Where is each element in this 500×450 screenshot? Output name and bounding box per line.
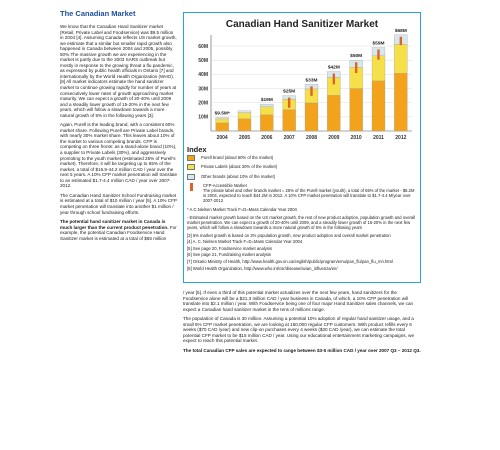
index-item-cfp bbox=[187, 183, 417, 203]
value-label: $19M bbox=[260, 98, 273, 104]
value-label: $50M bbox=[350, 54, 363, 60]
reference-item: [6] See page 21, Fundraising market analysis bbox=[187, 252, 272, 258]
reference-item: [5] See page 20, Foodservice market analysis bbox=[187, 245, 272, 251]
bar-purell bbox=[283, 110, 296, 131]
index-item-label: Other brands (about 10% of the market) bbox=[201, 173, 276, 179]
bar-purell bbox=[372, 81, 385, 131]
bar-private-label bbox=[394, 44, 407, 73]
reference-item: [4] A. C. Nielsen Market Track F=D=Mass Calendar Year 2004 bbox=[187, 239, 303, 245]
bar-private-label bbox=[260, 107, 273, 115]
paragraph-school-fundraising: The Canadian Hand Sanitizer School Fundraising market is estimated at a total of $10 million / year [5]. A 10% CFP market penetration will translate into another $1 million / year through school fundraising efforts. bbox=[60, 192, 177, 215]
x-tick-label: 2006 bbox=[261, 135, 273, 141]
y-tick-label: 40M bbox=[198, 72, 208, 79]
index-item-private bbox=[187, 164, 417, 170]
y-tick-label: 30M bbox=[198, 86, 208, 93]
cfp-range-marker bbox=[288, 98, 290, 108]
y-tick-label: 10M bbox=[198, 114, 208, 121]
paragraph-total-sales: The total Canadian CFP sales are expected to range between $3-5 million CAD / year over 2007 Q3 – 2012 Q3. bbox=[183, 347, 421, 353]
cfp-title: CFP-Accessible Market bbox=[203, 183, 247, 189]
potential-market-lead: The potential hand sanitizer market in Canada is much larger than the current product penetration. bbox=[60, 219, 169, 230]
growth-note: - Estimated market growth based on the US market growth, the rest of new product adoption, population growth and overall market penetration. We can expect a growth of 20-40% until 2009, and a steadily lower growth of 15-20% in the next few years, which will follow a slowdown towards a more natural growth of 5% in the following years bbox=[187, 214, 416, 230]
potential-market-text: For example, the potential Canadian Foodservice Hand Sanitizer market is estimated at a total of $65 million bbox=[60, 224, 177, 241]
bar-private-label bbox=[238, 113, 251, 119]
paragraph-market-share: Again, Purell is the leading brand, with a consistent 60% market share. Following Purell are Private Label brands, with nearly 30% market share. This leaves about 10% of the market to various competing brands. CFP is competing on three fronts: as a stand-alone brand (10%), a supplier to Private Labels (30%), and aggressively promoting to the youth market (estimated 25% of Purell's market). Therefore, it will be targeting up to 65% of the market, a total of $16.9-44.2 million CAD / year over the next 5 years. A 10% CFP market penetration will translate to an estimated $1.7-4.4 million CAD / year over 2007-2012. bbox=[60, 122, 178, 189]
value-label: $25M bbox=[283, 89, 296, 95]
paragraph-foodservice: / year [5]. If even a third of this potential market actualizes over the next few years, hand sanitizers for the Foodservice alone will be a $21.3 million CAD / year business in Canada, of which, a 10% CFP penetration will translate into $2.1 million / year. With Foodservice being one of four major Hand Sanitizer sales channels, we can expect a Canadian hand sanitizer market in the tens of millions range. bbox=[183, 290, 414, 312]
cfp-description bbox=[203, 183, 417, 203]
bottom-text bbox=[183, 290, 421, 357]
bar-private-label bbox=[216, 119, 229, 123]
cfp-range-swatch bbox=[190, 183, 193, 191]
bar-purell bbox=[327, 95, 340, 131]
y-tick-label: 50M bbox=[198, 58, 208, 65]
paragraph-market-size: We know that the Canadian Hand Sanitizer market (Retail, Private Label and Foodservice) was $9.5 million in 2004 [4]. Assuming Canada reflects US market growth, we estimate that a similar but smaller rapid growth also happened in Canada between 2004 and 2005, possibly 50%.The massive growth we are experiencing in the market is partly due to the 2003 SARS outbreak but mostly in response to the growing threat a flu pandemic, as expressed by public health officials in Ontario [7] and internationally by the World Health Organization (WHO). [8] All market indicators estimate the hand sanitizer market to continue growing rapidly for number of years at consecutively lower rates of growth approaching market maturity. We can expect a growth of 20-40% until 2009 and a steadily lower growth of 15-20% in the next few years, which will follow a slowdown towards a more natural growth of 5% in the following years [3]. bbox=[60, 24, 177, 118]
index-item-other bbox=[187, 174, 417, 180]
market-bar-chart bbox=[184, 13, 419, 153]
private-label-swatch bbox=[187, 164, 195, 170]
left-column-text bbox=[60, 24, 178, 245]
cfp-range-marker bbox=[310, 86, 312, 96]
x-tick-label: 2012 bbox=[395, 135, 407, 141]
y-tick-label: 60M bbox=[198, 43, 208, 50]
bar-purell bbox=[260, 115, 273, 131]
index-title: Index bbox=[187, 145, 207, 154]
bar-purell bbox=[305, 103, 318, 131]
purell-swatch bbox=[187, 155, 195, 161]
bar-purell bbox=[394, 73, 407, 131]
bar-other-brands bbox=[216, 118, 229, 119]
value-label: $33M bbox=[305, 78, 318, 84]
chart-index bbox=[187, 147, 417, 272]
source-note: * A.C.Nielsen Market Track F=D=Mass Calendar Year 2004 bbox=[187, 206, 297, 212]
value-label: $42M bbox=[327, 65, 340, 71]
x-tick-label: 2008 bbox=[305, 135, 318, 141]
bar-other-brands bbox=[260, 104, 273, 107]
section-heading: The Canadian Market bbox=[60, 9, 136, 18]
cfp-range-marker bbox=[355, 62, 357, 73]
reference-item: [3] 5% market growth is based on 3% population growth, new product adoption and overall market penetration bbox=[187, 232, 391, 238]
x-tick-label: 2011 bbox=[373, 135, 384, 141]
bar-purell bbox=[216, 123, 229, 131]
x-tick-label: 2010 bbox=[350, 135, 362, 141]
index-item-label: Private Labels (about 30% of the market) bbox=[201, 164, 278, 170]
cfp-range-marker bbox=[400, 37, 402, 45]
value-label: $59M bbox=[372, 41, 385, 47]
cfp-text: The private label and other brands market = 25% of the Purell market (youth), a total of 65% of the market - $6.2M in 2004, expected to reach $44.2M in 2012. A 10% CFP market penetration will translate to $1.7-4.4 M/year over 2007-2012 bbox=[203, 188, 415, 204]
other-brands-swatch bbox=[187, 174, 195, 180]
references-list bbox=[187, 233, 417, 271]
x-tick-label: 2004 bbox=[216, 135, 228, 141]
bar-purell bbox=[350, 89, 363, 131]
cfp-range-marker bbox=[377, 49, 379, 59]
reference-item: [8] World Health Organization, http://www.who.int/csr/disease/avian_influenza/en/ bbox=[187, 265, 338, 271]
chart-title: Canadian Hand Sanitizer Market bbox=[225, 19, 379, 30]
cfp-range-marker bbox=[333, 74, 335, 85]
paragraph-potential-market bbox=[60, 219, 178, 241]
x-tick-label: 2007 bbox=[283, 135, 295, 141]
x-tick-label: 2005 bbox=[238, 135, 251, 141]
index-item-label: Purell brand (about 60% of the market) bbox=[201, 155, 274, 160]
value-label: $68M bbox=[394, 28, 407, 34]
reference-item: [7] Ontario Ministry of Health, http://www.health.gov.on.ca/english/public/program/emu/pan_flu/pan_flu_mn.html bbox=[187, 258, 393, 264]
bar-purell bbox=[238, 119, 251, 131]
value-label: $9.5M* bbox=[214, 111, 230, 117]
y-tick-label: 20M bbox=[198, 100, 208, 107]
bar-other-brands bbox=[238, 111, 251, 113]
x-tick-label: 2009 bbox=[328, 135, 340, 141]
index-item-purell bbox=[187, 155, 417, 161]
paragraph-population: The population of Canada is 30 million. Assuming a potential 10% adoption of regular hand sanitizer usage, and a small 5% CFP market penetration, we are looking at 150,000 regular CFP customers. With product refills every 6 weeks ($70 CAD /year) and new clip-on purchases every 4 weeks ($30 CAD /year), we can estimate the total potential CFP market to be $15 million CAD / year. Using our educational entertainment marketing campaigns, we expect to reach this potential market. bbox=[183, 316, 414, 344]
